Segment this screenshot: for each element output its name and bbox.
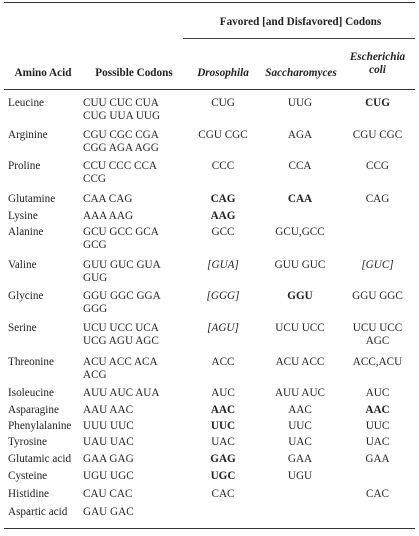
header-bottom-rule bbox=[4, 89, 415, 90]
saccharomyces-codon: GAA bbox=[287, 453, 313, 465]
amino-acid-name: Asparagine bbox=[8, 404, 59, 416]
saccharomyces-codon: ACU ACC bbox=[275, 356, 325, 368]
header-amino-acid: Amino Acid bbox=[14, 67, 72, 79]
drosophila-codon: UUC bbox=[210, 420, 236, 432]
possible-codons-line1: AAA AAG bbox=[83, 210, 134, 222]
amino-acid-name: Aspartic acid bbox=[8, 506, 68, 518]
ecoli-codon: ACC,ACU bbox=[352, 356, 403, 368]
possible-codons-line1: CCU CCC CCA bbox=[83, 160, 157, 172]
drosophila-codon: GAG bbox=[210, 453, 236, 465]
saccharomyces-codon: GCU,GCC bbox=[275, 226, 325, 238]
saccharomyces-codon: UUG bbox=[287, 97, 313, 109]
amino-acid-name: Threonine bbox=[8, 356, 54, 368]
possible-codons-line1: GGU GGC GGA bbox=[83, 290, 161, 302]
possible-codons-line2: ACG bbox=[83, 369, 107, 381]
possible-codons-line1: UCU UCC UCA bbox=[83, 322, 159, 334]
amino-acid-name: Leucine bbox=[8, 97, 45, 109]
drosophila-codon: UAC bbox=[211, 436, 235, 448]
amino-acid-name: Isoleucine bbox=[8, 387, 54, 399]
amino-acid-name: Glutamine bbox=[8, 193, 56, 205]
amino-acid-name: Serine bbox=[8, 322, 37, 334]
ecoli-codon: CAC bbox=[365, 488, 389, 500]
amino-acid-name: Proline bbox=[8, 160, 41, 172]
possible-codons-line2: CCG bbox=[83, 173, 107, 185]
possible-codons-line1: UAU UAC bbox=[83, 436, 134, 448]
ecoli-codon: GGU GGC bbox=[352, 290, 403, 302]
drosophila-codon: CAG bbox=[210, 193, 236, 205]
possible-codons-line1: GAA GAG bbox=[83, 453, 134, 465]
possible-codons-line1: AUU AUC AUA bbox=[83, 387, 160, 399]
ecoli-codon: CAG bbox=[365, 193, 390, 205]
possible-codons-line2: GCG bbox=[83, 239, 107, 251]
possible-codons-line1: ACU ACC ACA bbox=[83, 356, 158, 368]
possible-codons-line1: CGU CGC CGA bbox=[83, 129, 159, 141]
possible-codons-line2: UCG AGU AGC bbox=[83, 335, 159, 347]
header-favored-codons: Favored [and Disfavored] Codons bbox=[219, 16, 382, 28]
drosophila-codon: [GGG] bbox=[206, 290, 240, 302]
saccharomyces-codon: GGU bbox=[287, 290, 313, 302]
header-ecoli-line1: Escherichia bbox=[349, 51, 406, 63]
saccharomyces-codon: AGA bbox=[287, 129, 313, 141]
possible-codons-line2: CGG AGA AGG bbox=[83, 142, 159, 154]
amino-acid-name: Arginine bbox=[8, 129, 48, 141]
amino-acid-name: Cysteine bbox=[8, 470, 48, 482]
ecoli-codon: UCU UCC bbox=[352, 322, 403, 334]
amino-acid-name: Histidine bbox=[8, 488, 50, 500]
drosophila-codon: CAC bbox=[211, 488, 235, 500]
saccharomyces-codon: UUC bbox=[288, 420, 312, 432]
saccharomyces-codon: AAC bbox=[288, 404, 312, 416]
header-ecoli-line2: coli bbox=[369, 64, 386, 76]
possible-codons-line1: GUU GUC GUA bbox=[83, 259, 161, 271]
drosophila-codon: AAG bbox=[210, 210, 236, 222]
saccharomyces-codon: UAC bbox=[288, 436, 312, 448]
ecoli-codon: GAA bbox=[365, 453, 390, 465]
saccharomyces-codon: UGU bbox=[287, 470, 313, 482]
drosophila-codon: ACC bbox=[211, 356, 235, 368]
ecoli-codon-line2: AGC bbox=[365, 335, 390, 347]
drosophila-codon: CGU CGC bbox=[198, 129, 248, 141]
ecoli-codon: UAC bbox=[365, 436, 390, 448]
drosophila-codon: [AGU] bbox=[207, 322, 239, 334]
drosophila-codon: AAC bbox=[210, 404, 236, 416]
amino-acid-name: Tyrosine bbox=[8, 436, 47, 448]
amino-acid-name: Glutamic acid bbox=[8, 453, 72, 465]
possible-codons-line2: CUG UUA UUG bbox=[83, 110, 161, 122]
header-subrule bbox=[183, 38, 415, 39]
drosophila-codon: AUC bbox=[211, 387, 235, 399]
amino-acid-name: Glycine bbox=[8, 290, 44, 302]
possible-codons-line2: GGG bbox=[83, 303, 108, 315]
ecoli-codon: AAC bbox=[365, 404, 390, 416]
header-drosophila: Drosophila bbox=[197, 67, 249, 79]
amino-acid-name: Alanine bbox=[8, 226, 44, 238]
drosophila-codon: UGC bbox=[210, 470, 236, 482]
possible-codons-line1: GCU GCC GCA bbox=[83, 226, 159, 238]
table-bottom-rule bbox=[4, 528, 415, 529]
amino-acid-name: Lysine bbox=[8, 210, 38, 222]
possible-codons-line1: UGU UGC bbox=[83, 470, 134, 482]
possible-codons-line1: CAA CAG bbox=[83, 193, 133, 205]
ecoli-codon: AUC bbox=[365, 387, 390, 399]
ecoli-codon: CUG bbox=[365, 97, 390, 109]
drosophila-codon: CUG bbox=[211, 97, 235, 109]
possible-codons-line1: CUU CUC CUA bbox=[83, 97, 159, 109]
saccharomyces-codon: CAA bbox=[287, 193, 313, 205]
ecoli-codon: UUC bbox=[365, 420, 390, 432]
drosophila-codon: [GUA] bbox=[207, 259, 239, 271]
header-saccharomyces: Saccharomyces bbox=[265, 67, 337, 79]
possible-codons-line1: GAU GAC bbox=[83, 506, 134, 518]
saccharomyces-codon: CCA bbox=[288, 160, 312, 172]
ecoli-codon: CGU CGC bbox=[352, 129, 403, 141]
possible-codons-line1: AAU AAC bbox=[83, 404, 134, 416]
amino-acid-name: Phenylalanine bbox=[8, 420, 72, 432]
drosophila-codon: CCC bbox=[211, 160, 235, 172]
possible-codons-line2: GUG bbox=[83, 272, 108, 284]
ecoli-codon: CCG bbox=[365, 160, 389, 172]
amino-acid-name: Valine bbox=[8, 259, 37, 271]
saccharomyces-codon: AUU AUC bbox=[274, 387, 326, 399]
possible-codons-line1: UUU UUC bbox=[83, 420, 134, 432]
ecoli-codon: [GUC] bbox=[361, 259, 394, 271]
possible-codons-line1: CAU CAC bbox=[83, 488, 133, 500]
header-possible-codons: Possible Codons bbox=[95, 67, 173, 79]
saccharomyces-codon: GUU GUC bbox=[274, 259, 326, 271]
table-top-rule bbox=[4, 2, 415, 3]
saccharomyces-codon: UCU UCC bbox=[275, 322, 325, 334]
drosophila-codon: GCC bbox=[211, 226, 235, 238]
